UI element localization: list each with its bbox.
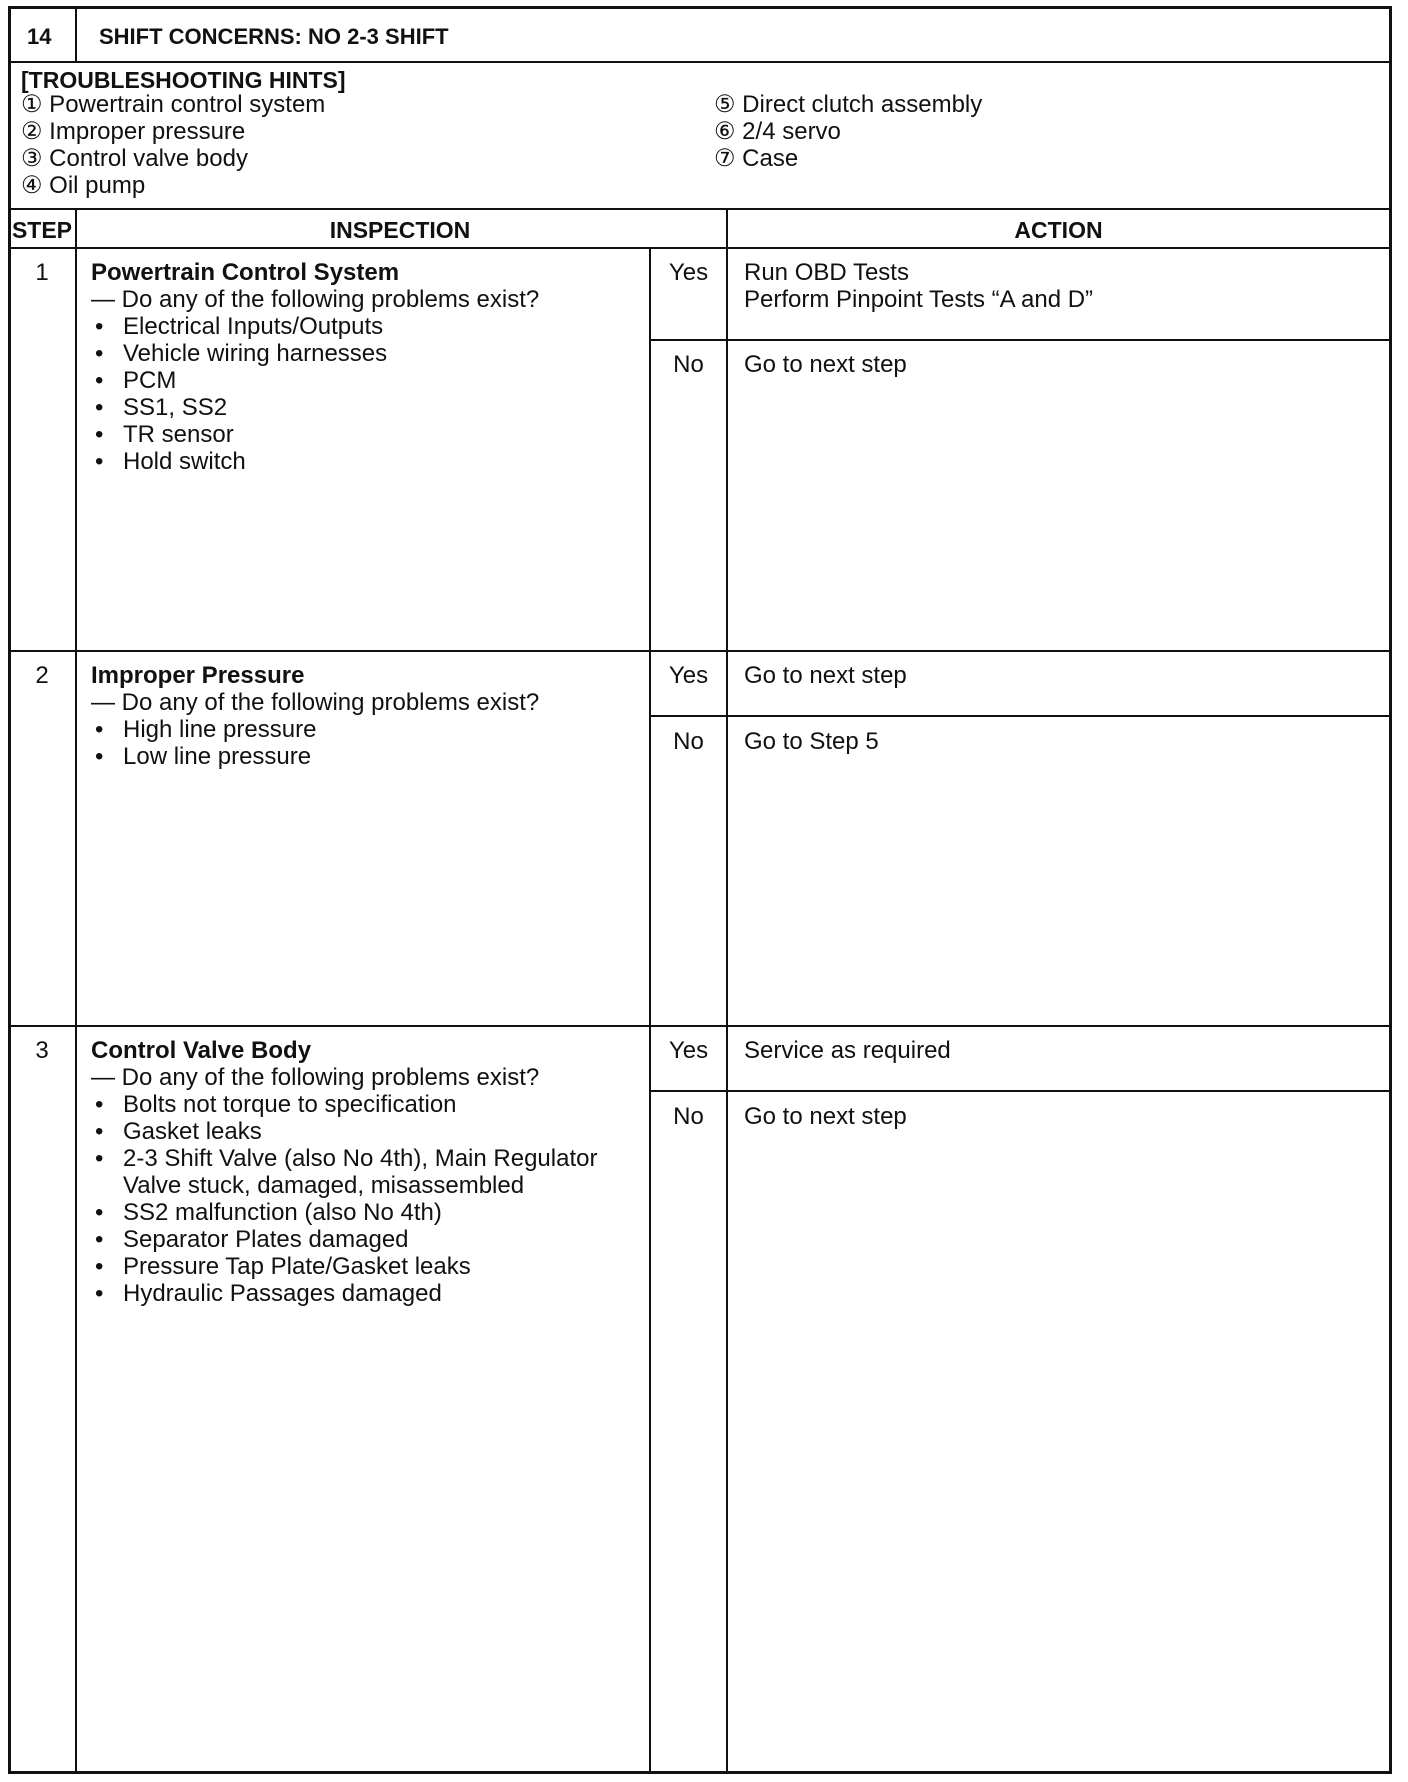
step-question: — Do any of the following problems exist? (91, 286, 540, 313)
list-item: • Low line pressure (91, 743, 631, 770)
step-rule (11, 650, 1389, 652)
list-item: • Separator Plates damaged (91, 1226, 631, 1253)
header-rule (11, 247, 1389, 249)
yes-no-rule (649, 339, 1389, 341)
list-item: • Hydraulic Passages damaged (91, 1280, 631, 1307)
yes-label: Yes (668, 662, 709, 689)
step-title: Control Valve Body (91, 1037, 312, 1064)
section-number: 14 (27, 24, 52, 49)
hint-item: ② Improper pressure (21, 118, 246, 145)
step-number: 3 (35, 1037, 49, 1064)
step-items (91, 716, 631, 770)
column-action: ACTION (1014, 217, 1103, 243)
action-text: Go to next step (744, 662, 907, 689)
yesno-column-line (726, 208, 728, 1774)
action-text: Go to next step (744, 1103, 907, 1130)
list-item: • Bolts not torque to specification (91, 1091, 631, 1118)
step-items (91, 1091, 631, 1307)
column-step: STEP (11, 217, 73, 243)
column-inspection: INSPECTION (329, 217, 471, 243)
step-column-line (75, 208, 77, 1774)
no-label: No (673, 1103, 704, 1130)
inspection-column-line (649, 247, 651, 1774)
action-text: Go to next step (744, 351, 907, 378)
yes-no-rule (649, 715, 1389, 717)
hint-item: ④ Oil pump (21, 172, 146, 199)
step-number: 2 (35, 662, 49, 689)
action-text: Perform Pinpoint Tests “A and D” (744, 286, 1094, 313)
yes-no-rule (649, 1090, 1389, 1092)
hint-item: ③ Control valve body (21, 145, 248, 172)
list-item: • Vehicle wiring harnesses (91, 340, 631, 367)
step-number: 1 (35, 259, 49, 286)
step-title: Improper Pressure (91, 662, 305, 689)
list-item: • Hold switch (91, 448, 631, 475)
list-item: • Pressure Tap Plate/Gasket leaks (91, 1253, 631, 1280)
title-divider (75, 9, 77, 61)
hint-item: ⑥ 2/4 servo (714, 118, 841, 145)
list-item: • 2-3 Shift Valve (also No 4th), Main Regulator Valve stuck, damaged, misassembled (91, 1145, 631, 1199)
action-text: Run OBD Tests (744, 259, 909, 286)
list-item: • Gasket leaks (91, 1118, 631, 1145)
hint-item: ① Powertrain control system (21, 91, 326, 118)
action-text: Service as required (744, 1037, 951, 1064)
hints-title: [TROUBLESHOOTING HINTS] (21, 67, 346, 93)
hints-rule (11, 208, 1389, 210)
list-item: • High line pressure (91, 716, 631, 743)
list-item: • Electrical Inputs/Outputs (91, 313, 631, 340)
no-label: No (673, 728, 704, 755)
yes-label: Yes (668, 1037, 709, 1064)
step-question: — Do any of the following problems exist? (91, 689, 540, 716)
step-title: Powertrain Control System (91, 259, 400, 286)
action-text: Go to Step 5 (744, 728, 879, 755)
section-title: SHIFT CONCERNS: NO 2-3 SHIFT (99, 24, 449, 49)
step-question: — Do any of the following problems exist? (91, 1064, 540, 1091)
list-item: • SS1, SS2 (91, 394, 631, 421)
step-rule (11, 1025, 1389, 1027)
list-item: • SS2 malfunction (also No 4th) (91, 1199, 631, 1226)
list-item: • PCM (91, 367, 631, 394)
step-items (91, 313, 631, 475)
list-item: • TR sensor (91, 421, 631, 448)
hint-item: ⑤ Direct clutch assembly (714, 91, 983, 118)
title-rule (11, 61, 1389, 63)
no-label: No (673, 351, 704, 378)
hint-item: ⑦ Case (714, 145, 799, 172)
troubleshooting-table (8, 6, 1392, 1774)
yes-label: Yes (668, 259, 709, 286)
